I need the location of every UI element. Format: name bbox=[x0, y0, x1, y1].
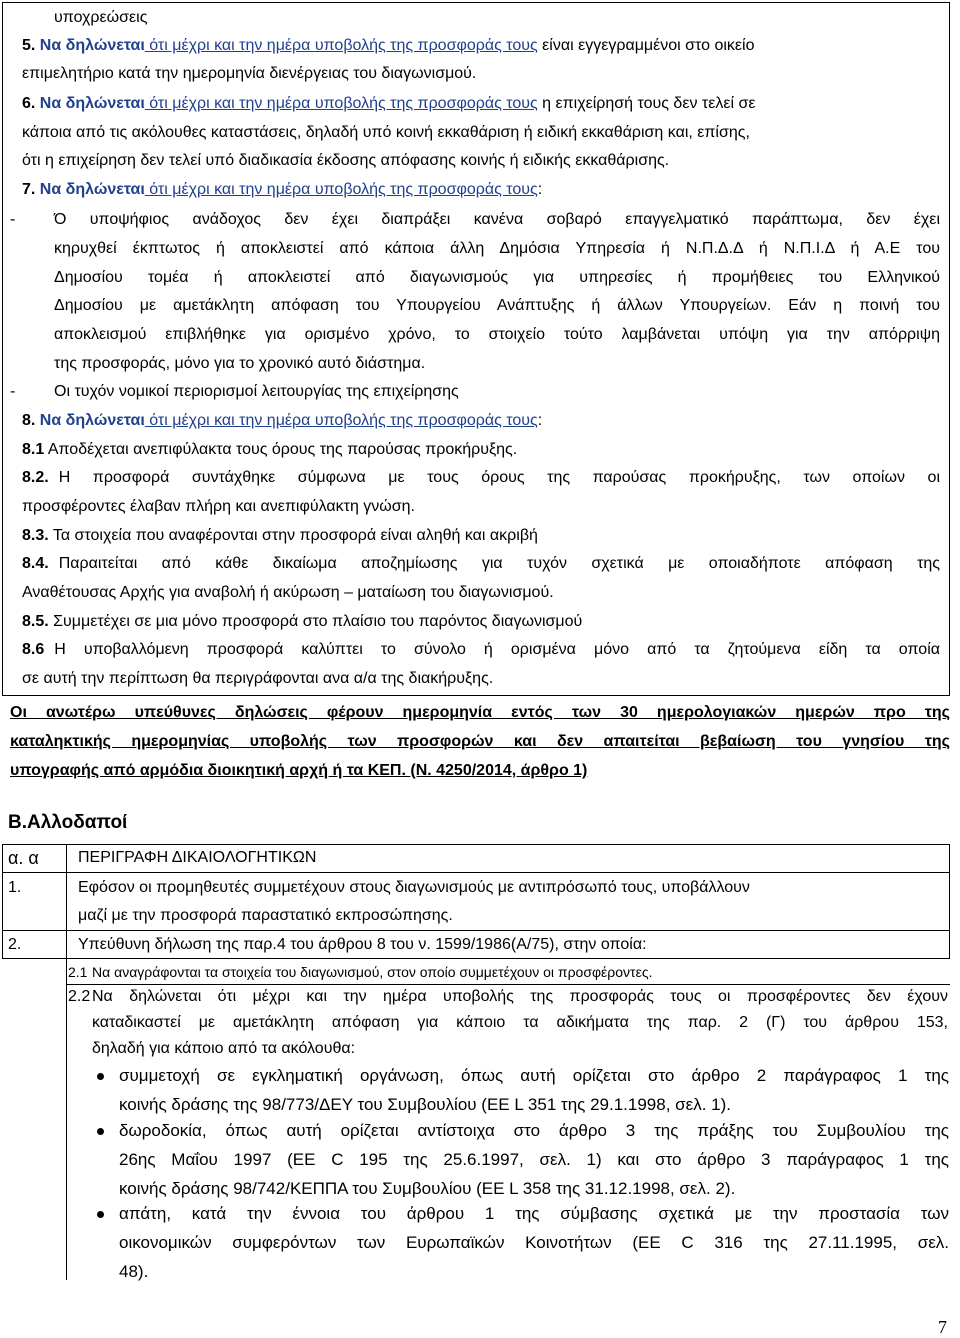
row-1-number: 1. bbox=[8, 879, 22, 896]
item-5-lead: Να δηλώνεται bbox=[39, 37, 145, 54]
bullet-dot bbox=[97, 1211, 104, 1218]
table-right-border bbox=[949, 844, 950, 958]
item-8-2 bbox=[22, 468, 940, 488]
item-7-b1-line: της προσφοράς, μόνο για το χρονικό αυτό διάστημα. bbox=[54, 355, 426, 372]
item-8-4 bbox=[22, 554, 940, 574]
table-column-divider bbox=[66, 844, 67, 1280]
item-8-3 bbox=[22, 526, 538, 546]
table-row-rule bbox=[2, 930, 950, 931]
item-5-line2: επιμελητήριο κατά την ημερομηνία διενέργειας του διαγωνισμού. bbox=[22, 65, 477, 82]
item-7-clause: ότι μέχρι και την ημέρα υποβολής της προσφοράς τους bbox=[144, 181, 538, 198]
item-7-b1-line: κηρυχθεί έκπτωτος ή αποκλειστεί από κάποια άλλη Δημόσια Υπηρεσία ή Ν.Π.Δ.Δ ή Ν.Π.Ι.Δ ή Α.Ε του bbox=[54, 240, 940, 257]
item-7-b2: Οι τυχόν νομικοί περιορισμοί λειτουργίας της επιχείρησης bbox=[54, 383, 459, 400]
item-7-b1-line: Ό υποψήφιος ανάδοχος δεν έχει διαπράξει κανένα σοβαρό επαγγελματικό παράπτωμα, δεν έχει bbox=[54, 211, 940, 228]
item-7-b1-line: Δημοσίου τομέα ή αποκλειστεί από διαγωνισμούς για υπηρεσίες ή προμήθειες του Ελληνικού bbox=[54, 269, 940, 286]
bullet-3-line: απάτη, κατά την έννοια του άρθρου 1 της σύμβασης σχετικά με την προστασία των bbox=[119, 1204, 949, 1223]
item-8-6-line2: σε αυτή την περίπτωση θα περιγράφονται ανα α/α της διακήρυξης. bbox=[22, 670, 494, 687]
item-8-1 bbox=[22, 440, 517, 460]
bullet-2-line: δωροδοκία, όπως αυτή ορίζεται αντίστοιχα στο άρθρο 3 της πράξης του Συμβουλίου της bbox=[119, 1121, 949, 1140]
item-8 bbox=[22, 411, 542, 431]
row-2-number: 2. bbox=[8, 936, 22, 953]
bullet-2-line: 26ης Μαΐου 1997 (ΕΕ C 195 της 25.6.1997, σελ. 1) και στο άρθρο 3 παράγραφος 1 της bbox=[119, 1150, 949, 1169]
item-8-lead: Να δηλώνεται bbox=[39, 412, 145, 429]
page-number: 7 bbox=[938, 1317, 947, 1337]
bullet-dot bbox=[97, 1073, 104, 1080]
row-2-2-number: 2.2 bbox=[68, 988, 91, 1005]
item-7-number: 7. bbox=[22, 181, 36, 198]
item-6-lead: Να δηλώνεται bbox=[39, 95, 145, 112]
item-8-4-line2: Αναθέτουσας Αρχής για αναβολή ή ακύρωση – ματαίωση του διαγωνισμού. bbox=[22, 584, 554, 601]
item-5-clause: ότι μέχρι και την ημέρα υποβολής της προσφοράς τους bbox=[144, 37, 538, 54]
item-5 bbox=[22, 36, 755, 56]
item-7-b1-line: Δημοσίου με αμετάκλητη απόφαση του Υπουργείου Ανάπτυξης ή άλλων Υπουργείων. Εάν η ποινή του bbox=[54, 297, 940, 314]
item-7-lead: Να δηλώνεται bbox=[39, 181, 145, 198]
row-2-2-line: δηλαδή για κάποιο από τα ακόλουθα: bbox=[92, 1040, 356, 1057]
row-1-line: μαζί με την προσφορά παραστατικό εκπροσώπησης. bbox=[78, 907, 453, 924]
item-8-4-line1: Παραιτείται από κάθε δικαίωμα αποζημίωσης για τυχόν σχετικά με οποιαδήποτε απόφαση της bbox=[58, 555, 940, 572]
item-6-tail: η επιχείρησή τους δεν τελεί σε bbox=[537, 95, 756, 112]
row-1-line: Εφόσον οι προμηθευτές συμμετέχουν στους διαγωνισμούς με αντιπρόσωπό τους, υποβάλλουν bbox=[78, 879, 750, 896]
item-5-number: 5. bbox=[22, 37, 36, 54]
bullet-2-line: κοινής δράσης 98/742/ΚΕΠΠΑ του Συμβουλίου (ΕΕ L 358 της 31.12.1998, σελ. 2). bbox=[119, 1179, 736, 1198]
item-6-line3: ότι η επιχείρηση δεν τελεί υπό διαδικασία έκδοσης απόφασης κοινής ή ειδικής εκκαθάρισης. bbox=[22, 152, 670, 169]
item-6-line2: κάποια από τις ακόλουθες καταστάσεις, δηλαδή υπό κοινή εκκαθάριση ή ειδική εκκαθάριση και, επίσης, bbox=[22, 124, 750, 141]
row-2-1-text: Να αναγράφονται τα στοιχεία του διαγωνισμού, στον οποίο συμμετέχουν οι προσφέροντες. bbox=[92, 964, 653, 980]
item-8-1-text: Αποδέχεται ανεπιφύλακτα τους όρους της παρούσας προκήρυξης. bbox=[44, 441, 518, 458]
row-2-2-line: καταδικαστεί με αμετάκλητη απόφαση για κάποιο τα αδικήματα της παρ. 2 (Γ) του άρθρου 153, bbox=[92, 1014, 948, 1031]
item-8-3-text: Τα στοιχεία που αναφέρονται στην προσφορά είναι αληθή και ακριβή bbox=[48, 527, 538, 544]
item-6-number: 6. bbox=[22, 95, 36, 112]
section-title: Β.Αλλοδαποί bbox=[8, 812, 128, 833]
item-8-2-line1: Η προσφορά συντάχθηκε σύμφωνα με τους όρους της παρούσας προκήρυξης, των οποίων οι bbox=[58, 469, 940, 486]
item-8-tail: : bbox=[537, 412, 543, 429]
item-5-tail: είναι εγγεγραμμένοι στο οικείο bbox=[537, 37, 755, 54]
table-header-description: ΠΕΡΙΓΡΑΦΗ ΔΙΚΑΙΟΛΟΓΗΤΙΚΩΝ bbox=[78, 849, 317, 866]
bullet-3-line: 48). bbox=[119, 1262, 149, 1281]
notice-line: υπογραφής από αρμόδια διοικητική αρχή ή τα ΚΕΠ. (Ν. 4250/2014, άρθρο 1) bbox=[10, 762, 588, 779]
bullet-1-line: συμμετοχή σε εγκληματική οργάνωση, όπως αυτή ορίζεται στο άρθρο 2 παράγραφος 1 της bbox=[119, 1066, 949, 1085]
item-8-2-line2: προσφέροντες έλαβαν πλήρη και ανεπιφύλακτη γνώση. bbox=[22, 498, 415, 515]
bullet-3-line: οικονομικών συμφερόντων των Ευρωπαϊκών Κοινοτήτων (ΕΕ C 316 της 27.11.1995, σελ. bbox=[119, 1233, 949, 1252]
row-2-text: Υπεύθυνη δήλωση της παρ.4 του άρθρου 8 του ν. 1599/1986(Α/75), στην οποία: bbox=[78, 936, 647, 953]
table-header-rule bbox=[2, 872, 950, 873]
item-6-clause: ότι μέχρι και την ημέρα υποβολής της προσφοράς τους bbox=[144, 95, 538, 112]
dash-2: - bbox=[10, 383, 16, 400]
notice-line: Οι ανωτέρω υπεύθυνες δηλώσεις φέρουν ημερομηνία εντός των 30 ημερολογιακών ημερών προ της bbox=[10, 704, 950, 721]
continued-text: υποχρεώσεις bbox=[54, 9, 148, 26]
item-8-clause: ότι μέχρι και την ημέρα υποβολής της προσφοράς τους bbox=[144, 412, 538, 429]
item-8-4-number: 8.4. bbox=[22, 555, 49, 572]
table-header-number: α. α bbox=[8, 848, 39, 868]
item-8-3-number: 8.3. bbox=[22, 527, 49, 544]
item-8-6 bbox=[22, 640, 940, 660]
item-7-tail: : bbox=[537, 181, 543, 198]
table-left-border bbox=[2, 844, 3, 958]
table-row-rule bbox=[2, 958, 950, 959]
item-6 bbox=[22, 94, 755, 114]
item-8-5 bbox=[22, 612, 582, 632]
item-7-b1-line: αποκλεισμού επιβλήθηκε για ορισμένο χρόνο, το στοιχείο τούτο λαμβάνεται υπόψη για την απόρριψη bbox=[54, 326, 940, 343]
row-2-2-line: Να δηλώνεται ότι μέχρι και την ημέρα υποβολής της προσφοράς τους οι προσφέροντες δεν έχουν bbox=[92, 988, 948, 1005]
item-8-6-line1: Η υποβαλλόμενη προσφορά καλύπτει το σύνολο ή ορισμένα μόνο από τα ζητούμενα είδη τα οποία bbox=[54, 641, 940, 658]
table-subrow-rule bbox=[66, 984, 950, 985]
bullet-dot bbox=[97, 1128, 104, 1135]
item-7 bbox=[22, 180, 542, 200]
item-8-number: 8. bbox=[22, 412, 36, 429]
item-8-5-text: Συμμετέχει σε μια μόνο προσφορά στο πλαίσιο του παρόντος διαγωνισμού bbox=[48, 613, 583, 630]
row-2-1-number: 2.1 bbox=[68, 964, 88, 980]
item-8-6-number: 8.6 bbox=[22, 641, 45, 658]
dash-1: - bbox=[10, 211, 16, 228]
item-8-1-number: 8.1 bbox=[22, 441, 45, 458]
item-8-5-number: 8.5. bbox=[22, 613, 49, 630]
bullet-1-line: κοινής δράσης της 98/773/ΔΕΥ του Συμβουλίου (ΕΕ L 351 της 29.1.1998, σελ. 1). bbox=[119, 1095, 732, 1114]
table-top-rule bbox=[2, 844, 950, 845]
item-8-2-number: 8.2. bbox=[22, 469, 49, 486]
notice-line: καταληκτικής ημερομηνίας υποβολής των προσφορών και δεν απαιτείται βεβαίωση του γνησίου της bbox=[10, 733, 950, 750]
